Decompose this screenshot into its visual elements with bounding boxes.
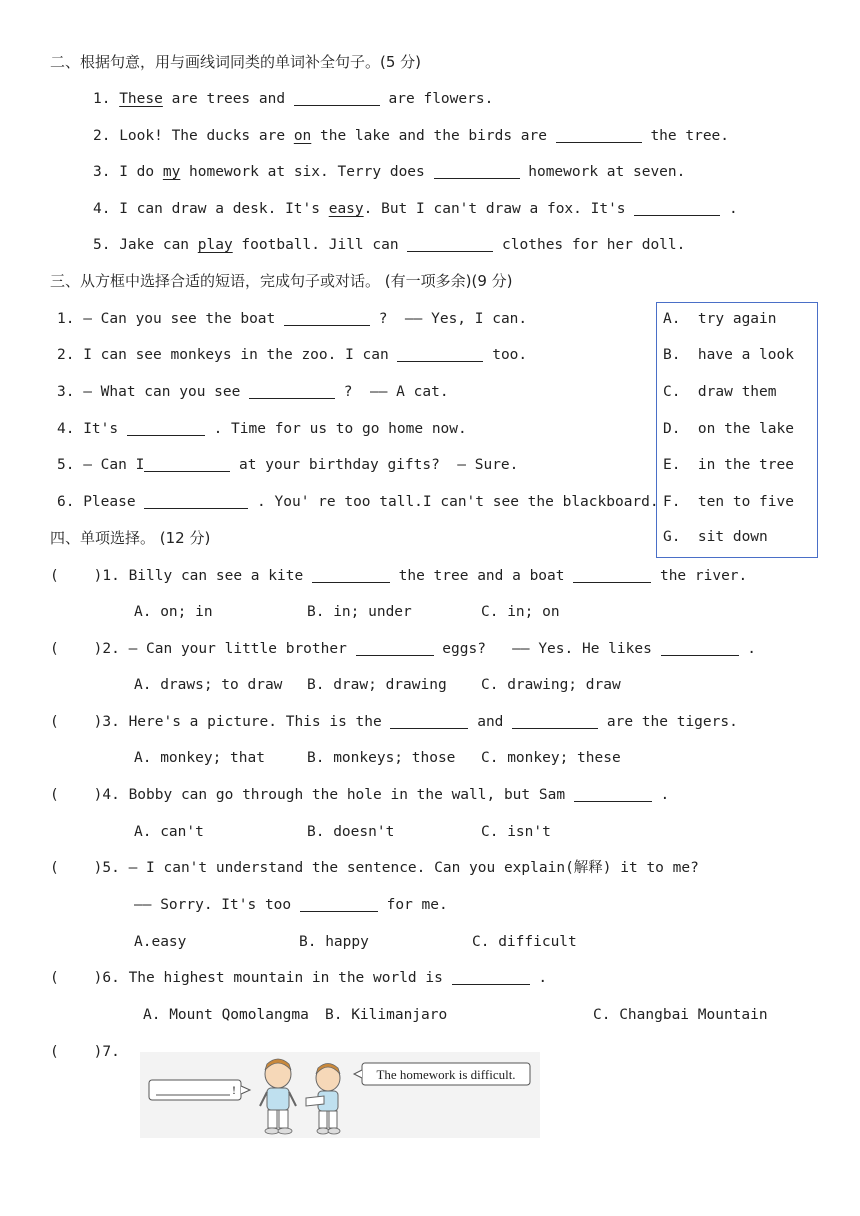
q4-option-a[interactable]: A. can't — [134, 824, 204, 840]
answer-paren[interactable]: ( )5. — [50, 860, 120, 876]
option-e: E. in the tree — [663, 457, 794, 473]
answer-paren[interactable]: ( )7. — [50, 1044, 120, 1060]
option-d: D. on the lake — [663, 421, 794, 437]
answer-blank[interactable] — [356, 641, 434, 656]
q5-stem: ( )5. — I can't understand the sentence. Can you explain(解释) it to me? — [50, 860, 699, 876]
answer-paren[interactable]: ( )2. — [50, 641, 120, 657]
s2-item-2: 2. Look! The ducks are on the lake and the birds are the tree. — [93, 128, 730, 144]
q6-stem: ( )6. The highest mountain in the world is . — [50, 970, 548, 986]
q7-illustration — [140, 1052, 540, 1138]
option-c: C. draw them — [663, 384, 777, 400]
q1-option-c[interactable]: C. in; on — [481, 604, 560, 620]
q1-option-a[interactable]: A. on; in — [134, 604, 213, 620]
option-b: B. have a look — [663, 347, 794, 363]
s2-item-3: 3. I do my homework at six. Terry does homework at seven. — [93, 164, 686, 180]
s2-item-4: 4. I can draw a desk. It's easy. But I can't draw a fox. It's . — [93, 201, 738, 217]
section-4-heading: 四、单项选择。 (12 分) — [50, 529, 211, 547]
option-g: G. sit down — [663, 529, 768, 545]
answer-blank[interactable] — [634, 201, 720, 216]
section-2-heading: 二、根据句意，用与画线词同类的单词补全句子。(5 分) — [50, 53, 422, 71]
answer-blank[interactable] — [556, 128, 642, 143]
s2-item-5: 5. Jake can play football. Jill can clothes for her doll. — [93, 237, 686, 253]
q1-stem: ( )1. Billy can see a kite the tree and a boat the river. — [50, 568, 748, 584]
answer-blank[interactable] — [127, 421, 205, 436]
s3-item-4: 4. It's . Time for us to go home now. — [57, 421, 467, 437]
q3-option-c[interactable]: C. monkey; these — [481, 750, 621, 766]
q4-option-c[interactable]: C. isn't — [481, 824, 551, 840]
q3-option-a[interactable]: A. monkey; that — [134, 750, 265, 766]
answer-blank[interactable] — [284, 311, 370, 326]
answer-blank[interactable] — [452, 970, 530, 985]
q6-option-b[interactable]: B. Kilimanjaro — [325, 1007, 448, 1023]
cartoon-scene — [140, 1052, 540, 1138]
answer-blank[interactable] — [294, 91, 380, 106]
q6-option-c[interactable]: C. Changbai Mountain — [593, 1007, 768, 1023]
answer-blank[interactable] — [300, 897, 378, 912]
answer-blank[interactable] — [661, 641, 739, 656]
s3-item-5: 5. — Can I at your birthday gifts? — Sure. — [57, 457, 519, 473]
answer-blank[interactable] — [390, 714, 468, 729]
answer-blank[interactable] — [144, 494, 248, 509]
q3-stem: ( )3. Here's a picture. This is the and are the tigers. — [50, 714, 738, 730]
answer-blank[interactable] — [144, 457, 230, 472]
q5-option-c[interactable]: C. difficult — [472, 934, 577, 950]
right-speech-bubble — [354, 1063, 530, 1085]
answer-blank[interactable] — [512, 714, 598, 729]
s2-item-1: 1. These are trees and are flowers. — [93, 91, 494, 107]
q2-option-b[interactable]: B. draw; drawing — [307, 677, 447, 693]
q3-option-b[interactable]: B. monkeys; those — [307, 750, 456, 766]
q5-reply: —— Sorry. It's too for me. — [134, 897, 448, 913]
answer-paren[interactable]: ( )3. — [50, 714, 120, 730]
answer-paren[interactable]: ( )1. — [50, 568, 120, 584]
s3-item-6: 6. Please . You' re too tall.I can't see the blackboard. — [57, 494, 659, 510]
option-a: A. try again — [663, 311, 777, 327]
answer-paren[interactable]: ( )6. — [50, 970, 120, 986]
q2-option-c[interactable]: C. drawing; draw — [481, 677, 621, 693]
q7-stem — [50, 1042, 120, 1062]
q6-option-a[interactable]: A. Mount Qomolangma — [143, 1007, 309, 1023]
answer-blank[interactable] — [574, 787, 652, 802]
q5-option-a[interactable]: A.easy — [134, 934, 187, 950]
left-bubble-end: ! — [232, 1083, 236, 1097]
answer-blank[interactable] — [434, 164, 520, 179]
q4-option-b[interactable]: B. doesn't — [307, 824, 395, 840]
answer-paren[interactable]: ( )4. — [50, 787, 120, 803]
answer-blank[interactable] — [312, 568, 390, 583]
option-f: F. ten to five — [663, 494, 794, 510]
answer-blank[interactable] — [397, 347, 483, 362]
q2-stem: ( )2. — Can your little brother eggs? —— Yes. He likes . — [50, 641, 757, 657]
q2-option-a[interactable]: A. draws; to draw — [134, 677, 283, 693]
answer-blank[interactable] — [407, 237, 493, 252]
section-3-heading: 三、从方框中选择合适的短语，完成句子或对话。 (有一项多余)(9 分) — [50, 272, 513, 290]
q1-option-b[interactable]: B. in; under — [307, 604, 412, 620]
answer-blank[interactable] — [573, 568, 651, 583]
q5-option-b[interactable]: B. happy — [299, 934, 369, 950]
options-box — [656, 302, 818, 558]
q4-stem: ( )4. Bobby can go through the hole in the wall, but Sam . — [50, 787, 670, 803]
s3-item-3: 3. — What can you see ? —— A cat. — [57, 384, 449, 400]
s3-item-2: 2. I can see monkeys in the zoo. I can too. — [57, 347, 528, 363]
answer-blank[interactable] — [249, 384, 335, 399]
s3-item-1: 1. — Can you see the boat ? —— Yes, I can. — [57, 311, 528, 327]
bubble-text: The homework is difficult. — [376, 1067, 516, 1082]
